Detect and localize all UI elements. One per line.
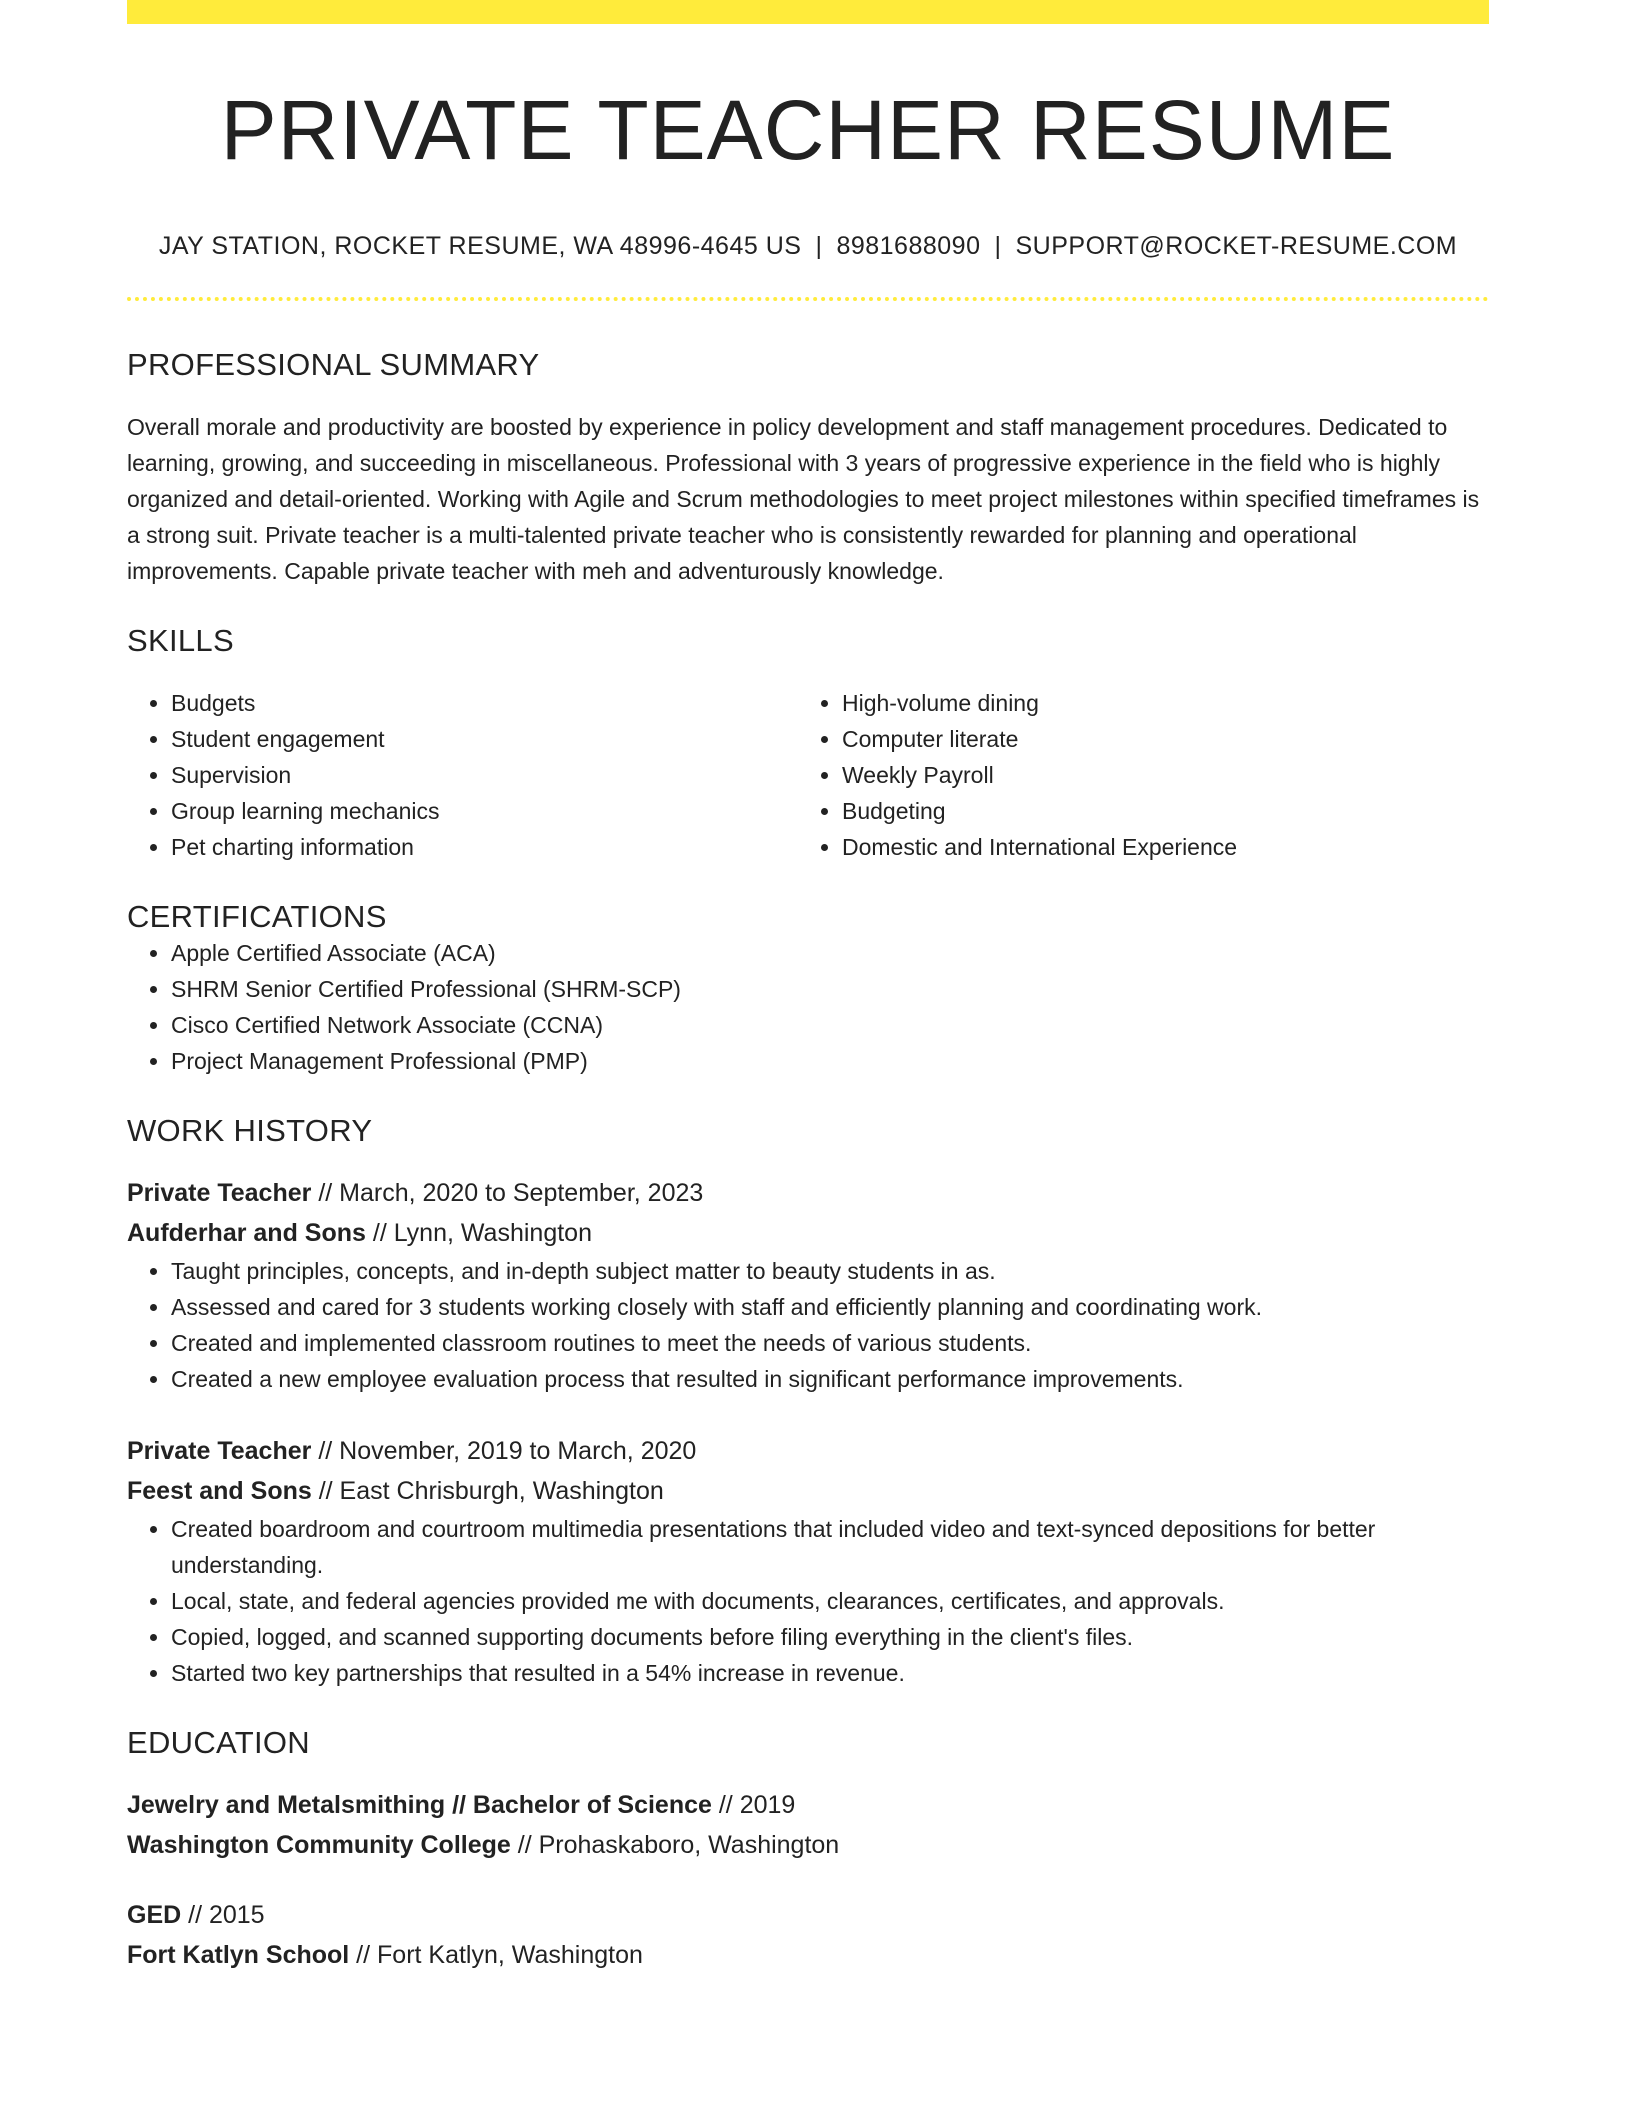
skill-item: • Budgeting [842, 793, 1469, 829]
top-accent-bar [127, 0, 1489, 24]
certifications-heading: CERTIFICATIONS [127, 899, 387, 935]
job-duties-list [127, 1253, 1489, 1397]
job-title: Private Teacher [127, 1437, 312, 1466]
dotted-divider [127, 297, 1489, 301]
job-company: Feest and Sons [127, 1477, 312, 1506]
job-duty: • Local, state, and federal agencies provided me with documents, clearances, certificates, and approvals. [171, 1583, 1489, 1619]
job-title-line [127, 1431, 1489, 1471]
skills-column-left [127, 685, 798, 865]
summary-heading: PROFESSIONAL SUMMARY [127, 347, 540, 383]
degree: GED [127, 1901, 182, 1930]
skill-item: • Computer literate [842, 721, 1469, 757]
contact-separator: | [815, 232, 823, 261]
resume-title: PRIVATE TEACHER RESUME [220, 83, 1396, 177]
job-duty: • Taught principles, concepts, and in-depth subject matter to beauty students in as. [171, 1253, 1489, 1289]
skill-item: • Budgets [171, 685, 798, 721]
skill-item: • Supervision [171, 757, 798, 793]
school: Washington Community College [127, 1831, 511, 1860]
school-location: // Prohaskaboro, Washington [510, 1831, 840, 1860]
skills-list [127, 685, 1489, 865]
job-duties-list [127, 1511, 1489, 1691]
work-entry [127, 1173, 1489, 1397]
job-company: Aufderhar and Sons [127, 1219, 366, 1248]
skill-item: • Pet charting information [171, 829, 798, 865]
education-entry [127, 1785, 1489, 1865]
education-entry [127, 1895, 1489, 1975]
school-line [127, 1825, 1489, 1865]
skill-item: • Domestic and International Experience [842, 829, 1469, 865]
contact-separator: | [994, 232, 1002, 261]
job-location: // Lynn, Washington [365, 1219, 592, 1248]
certification-item: • SHRM Senior Certified Professional (SHRM-SCP) [171, 971, 1489, 1007]
certifications-list [127, 935, 1489, 1079]
school: Fort Katlyn School [127, 1941, 350, 1970]
graduation-year: // 2015 [181, 1901, 265, 1930]
job-duty: • Created boardroom and courtroom multimedia presentations that included video and text-synced depositions for better understanding. [171, 1511, 1489, 1583]
job-title-line [127, 1173, 1489, 1213]
job-duty: • Copied, logged, and scanned supporting documents before filing everything in the client's files. [171, 1619, 1489, 1655]
degree-line [127, 1895, 1489, 1935]
certification-item: • Cisco Certified Network Associate (CCNA) [171, 1007, 1489, 1043]
job-dates: // March, 2020 to September, 2023 [311, 1179, 704, 1208]
skill-item: • Student engagement [171, 721, 798, 757]
degree-line [127, 1785, 1489, 1825]
summary-text: Overall morale and productivity are boosted by experience in policy development and staff management procedures. Dedicated to learning, growing, and succeeding in miscellaneous. Professional with 3 years of progressive experience in the field who is highly organized and detail-oriented. Working with Agile and Scrum methodologies to meet project milestones within specified timeframes is a strong suit. Private teacher is a multi-talented private teacher who is consistently rewarded for planning and operational improvements. Capable private teacher with meh and adventurously knowledge. [127, 414, 1480, 585]
contact-line [127, 232, 1489, 261]
job-dates: // November, 2019 to March, 2020 [311, 1437, 697, 1466]
job-company-line [127, 1213, 1489, 1253]
contact-phone: 8981688090 [836, 232, 981, 261]
skill-item: • Group learning mechanics [171, 793, 798, 829]
job-duty: • Created a new employee evaluation process that resulted in significant performance improvements. [171, 1361, 1489, 1397]
job-location: // East Chrisburgh, Washington [311, 1477, 664, 1506]
contact-email: SUPPORT@ROCKET-RESUME.COM [1015, 232, 1458, 261]
contact-address: JAY STATION, ROCKET RESUME, WA 48996-4645 US [158, 232, 802, 261]
skills-column-right [798, 685, 1469, 865]
skill-item: • High-volume dining [842, 685, 1469, 721]
work-entry [127, 1431, 1489, 1691]
graduation-year: // 2019 [711, 1791, 796, 1820]
job-title: Private Teacher [127, 1179, 312, 1208]
certification-item: • Apple Certified Associate (ACA) [171, 935, 1489, 971]
resume-page [127, 0, 1489, 1975]
degree: Jewelry and Metalsmithing // Bachelor of Science [127, 1791, 712, 1820]
job-company-line [127, 1471, 1489, 1511]
skill-item: • Weekly Payroll [842, 757, 1469, 793]
job-duty: • Assessed and cared for 3 students working closely with staff and efficiently planning and coordinating work. [171, 1289, 1489, 1325]
work-history-heading: WORK HISTORY [127, 1113, 373, 1149]
education-heading: EDUCATION [127, 1725, 310, 1761]
school-location: // Fort Katlyn, Washington [349, 1941, 643, 1970]
skills-heading: SKILLS [127, 623, 234, 659]
certification-item: • Project Management Professional (PMP) [171, 1043, 1489, 1079]
job-duty: • Created and implemented classroom routines to meet the needs of various students. [171, 1325, 1489, 1361]
school-line [127, 1935, 1489, 1975]
job-duty: • Started two key partnerships that resulted in a 54% increase in revenue. [171, 1655, 1489, 1691]
